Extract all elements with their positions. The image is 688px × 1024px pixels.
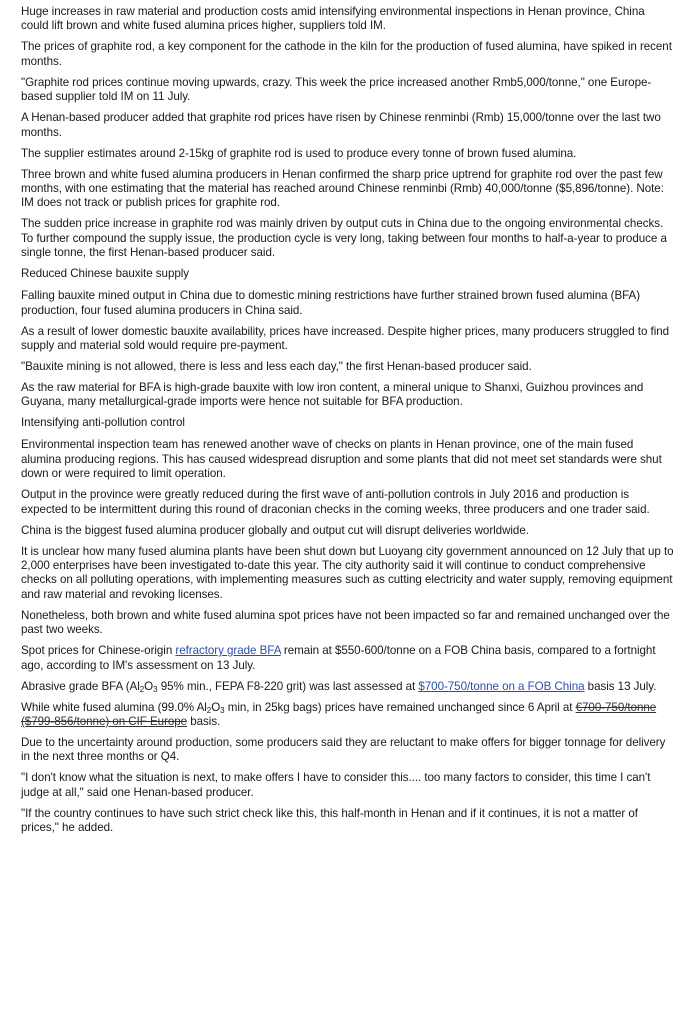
paragraph-refractory-bfa — [21, 644, 674, 673]
refractory-bfa-link[interactable]: refractory grade BFA — [175, 644, 281, 658]
subscript: 3 — [153, 684, 158, 694]
paragraph-luoyang: It is unclear how many fused alumina plants have been shut down but Luoyang city government announced on 12 July that up to 2,000 enterprises have been investigated to-date this year. The city authority said it will continue to conduct comprehensive checks on all polluting operations, with implementing measures such as cutting electricity and water supply, removing equipment and raw material and revoking licenses. — [21, 544, 674, 601]
paragraph-intro: Huge increases in raw material and production costs amid intensifying environmental inspections in Henan province, China could lift brown and white fused alumina prices higher, suppliers told IM. — [21, 5, 645, 33]
text-segment: O — [211, 700, 221, 714]
paragraph-producer-quote: "I don't know what the situation is next, to make offers I have to consider this.... too many factors to consider, this time I can't judge at all," said one Henan-based producer. — [21, 771, 651, 799]
paragraph-biggest-producer: China is the biggest fused alumina producer globally and output cut will disrupt deliveries worldwide. — [21, 523, 529, 537]
paragraph-output-reduced: Output in the province were greatly reduced during the first wave of anti-pollution controls in July 2016 and production is expected to be intermittent during this round of draconian checks in the coming weeks, three producers and one trader said. — [21, 488, 650, 516]
paragraph-bauxite-quote: "Bauxite mining is not allowed, there is less and less each day," the first Henan-based producer said. — [21, 359, 532, 373]
cif-europe-price-link[interactable]: €700-750/tonne ($799-856/tonne) on CIF Europe — [21, 700, 657, 728]
paragraph-white-fused-alumina — [21, 701, 674, 730]
paragraph-bauxite-prices: As a result of lower domestic bauxite availability, prices have increased. Despite higher prices, many producers struggled to find supply and material sold would require pre-payment. — [21, 324, 670, 352]
text-segment: remain at $550-600/tonne on a FOB China basis, compared to a fortnight ago, according to IM's assessment on 13 July. — [21, 644, 656, 672]
text-segment: Abrasive grade BFA (Al — [21, 679, 140, 693]
subscript: 2 — [206, 705, 212, 715]
text-segment: basis. — [187, 714, 221, 728]
paragraph-spot-prices-unchanged: Nonetheless, both brown and white fused alumina spot prices have not been impacted so far and remained unchanged over the past two weeks. — [21, 608, 670, 637]
section-heading-bauxite: Reduced Chinese bauxite supply — [21, 267, 190, 281]
paragraph-abrasive-bfa — [21, 680, 674, 694]
paragraph-supplier-quote: "Graphite rod prices continue moving upwards, crazy. This week the price increased another Rmb5,000/tonne," one Europe-based supplier told IM on 11 July. — [21, 75, 652, 104]
paragraph-graphite-prices: The prices of graphite rod, a key component for the cathode in the kiln for the production of fused alumina, have spiked in recent months. — [21, 40, 672, 68]
text-segment: O — [144, 679, 154, 693]
section-heading-pollution: Intensifying anti-pollution control — [21, 416, 185, 430]
fob-china-price-link[interactable]: $700-750/tonne on a FOB China — [418, 679, 585, 693]
paragraph-henan-producer: A Henan-based producer added that graphite rod prices have risen by Chinese renminbi (Rmb) 15,000/tonne over the last two months. — [21, 111, 661, 139]
text-segment: While white fused alumina (99.0% Al — [21, 700, 207, 714]
paragraph-inspection-team: Environmental inspection team has renewed another wave of checks on plants in Henan province, one of the main fused alumina producing regions. This has caused widespread disruption and some plants that did not meet set standards were shut down or were required to limit operation. — [21, 438, 662, 481]
text-segment: 95% min., FEPA F8-220 grit) was last assessed at — [157, 679, 419, 693]
text-segment: basis 13 July. — [584, 679, 657, 693]
text-segment: min, in 25kg bags) prices have remained unchanged since 6 April at — [224, 700, 576, 714]
paragraph-bauxite-output: Falling bauxite mined output in China due to domestic mining restrictions have further strained brown fused alumina (BFA) production, four fused alumina producers in China said. — [21, 289, 641, 317]
paragraph-closing-quote: "If the country continues to have such strict check like this, this half-month in Henan and if it continues, it is not a matter of prices," he added. — [21, 806, 638, 835]
paragraph-uncertainty: Due to the uncertainty around production, some producers said they are reluctant to make offers for bigger tonnage for delivery in the next three months or Q4. — [21, 735, 666, 764]
text-segment: Spot prices for Chinese-origin — [21, 644, 176, 658]
paragraph-three-producers: Three brown and white fused alumina producers in Henan confirmed the sharp price uptrend for graphite rod over the past few months, with one estimating that the material has reached around Chinese renminbi (Rmb) 40,000/tonne ($5,896/tonne). Note: IM does not track or publish prices for graphite rod. — [21, 167, 664, 210]
paragraph-raw-material: As the raw material for BFA is high-grade bauxite with low iron content, a mineral unique to Shanxi, Guizhou provinces and Guyana, many metallurgical-grade imports were hence not suitable for BFA production. — [21, 380, 644, 409]
paragraph-price-driver: The sudden price increase in graphite rod was mainly driven by output cuts in China due to the ongoing environmental checks. To further compound the supply issue, the production cycle is very long, taking between four months to half-a-year to produce a single tonne, the first Henan-based producer said. — [21, 217, 667, 260]
subscript: 2 — [139, 684, 145, 694]
paragraph-supplier-estimate: The supplier estimates around 2-15kg of graphite rod is used to produce every tonne of brown fused alumina. — [21, 146, 577, 160]
subscript: 3 — [220, 705, 225, 715]
